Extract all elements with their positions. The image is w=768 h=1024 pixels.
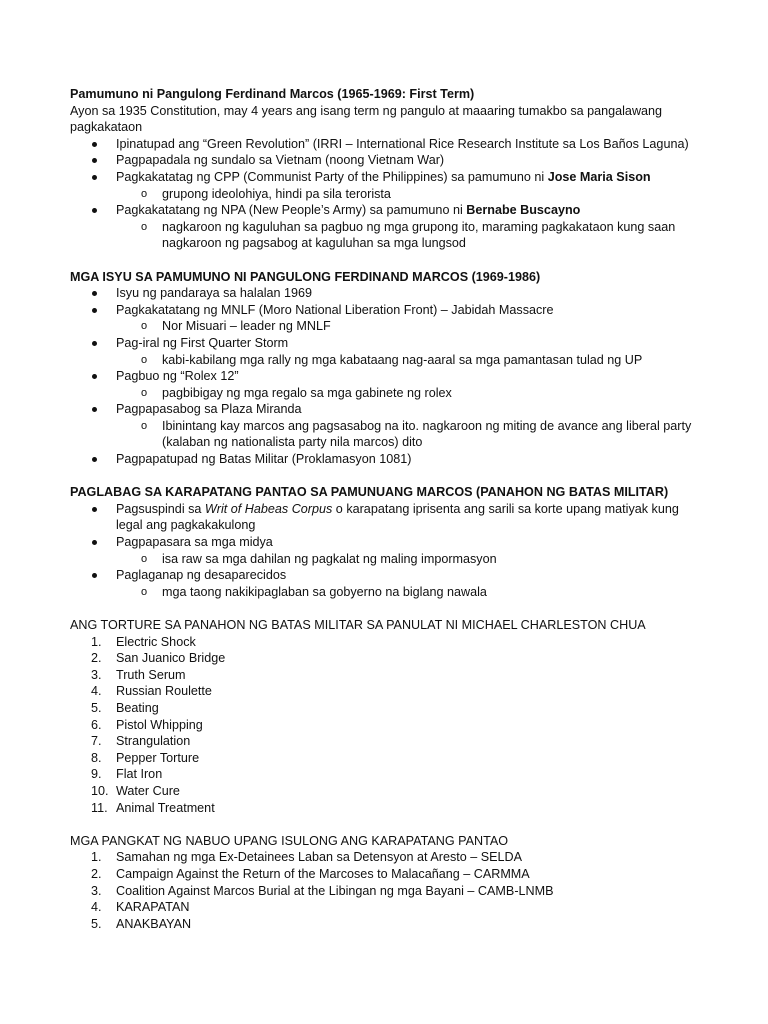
section-title-human-rights: PAGLABAG SA KARAPATANG PANTAO SA PAMUNUANG MARCOS (PANAHON NG BATAS MILITAR): [70, 485, 669, 500]
section-title-issues: MGA ISYU SA PAMUMUNO NI PANGULONG FERDINAND MARCOS (1969-1986): [70, 269, 541, 284]
list-text: Pistol Whipping: [116, 717, 203, 732]
list-text: Electric Shock: [116, 634, 196, 649]
list-text: Flat Iron: [116, 767, 163, 782]
document-body: [70, 86, 710, 932]
bullet-text: Pagkakatatag ng CPP (Communist Party of the Philippines) sa pamumuno ni: [116, 169, 548, 184]
list-number: 8.: [91, 750, 102, 765]
list-number: 7.: [91, 734, 102, 749]
list-number: 4.: [91, 900, 102, 915]
bullet-text: o karapatang iprisenta ang sarili sa korte upang matiyak kung legal ang pagkakakulong: [116, 501, 679, 533]
list-item: [70, 899, 710, 916]
sub-bullet-item: o Nor Misuari – leader ng MNLF: [70, 318, 710, 335]
list-number: 11.: [91, 800, 108, 815]
list-item: [70, 750, 710, 767]
list-text: KARAPATAN: [116, 900, 190, 915]
list-item: [70, 766, 710, 783]
bullet-item: [70, 202, 710, 219]
sub-bullet-item: o Ibinintang kay marcos ang pagsasabog na ito. nagkaroon ng miting de avance ang liberal party (kalaban ng nationalista party nila marcos) dito: [70, 418, 692, 451]
list-item: [70, 650, 710, 667]
list-text: Campaign Against the Return of the Marcoses to Malacañang – CARMMA: [116, 866, 530, 881]
list-number: 5.: [91, 700, 102, 715]
section-title-groups: MGA PANGKAT NG NABUO UPANG ISULONG ANG KARAPATANG PANTAO: [70, 833, 509, 848]
list-item: [70, 733, 710, 750]
list-number: 1.: [91, 634, 102, 649]
list-number: 2.: [91, 866, 102, 881]
sub-bullet-item: o mga taong nakikipaglaban sa gobyerno na biglang nawala: [70, 584, 710, 601]
section-title-first-term: Pamumuno ni Pangulong Ferdinand Marcos (1965-1969: First Term): [70, 87, 475, 101]
groups-list: [70, 849, 710, 932]
list-item: [70, 916, 710, 933]
list-text: Truth Serum: [116, 667, 186, 682]
list-number: 4.: [91, 684, 102, 699]
intro-paragraph: Ayon sa 1935 Constitution, may 4 years ang isang term ng pangulo at maaaring tumakbo sa pangalawang pagkakataon: [70, 103, 663, 135]
list-text: Strangulation: [116, 734, 191, 749]
list-text: Coalition Against Marcos Burial at the Libingan ng mga Bayani – CAMB-LNMB: [116, 883, 554, 898]
bullet-item: [70, 501, 696, 534]
sub-bullet-item: o nagkaroon ng kaguluhan sa pagbuo ng mga grupong ito, maraming pagkakataon kung saan nagkaroon ng pagsabog at kaguluhan sa mga lungsod: [70, 219, 692, 252]
list-number: 3.: [91, 667, 102, 682]
list-item: [70, 866, 710, 883]
bullet-text: Pagsuspindi sa: [116, 501, 205, 516]
list-text: Pepper Torture: [116, 750, 200, 765]
list-number: 5.: [91, 916, 102, 931]
list-item: [70, 883, 710, 900]
list-item: [70, 667, 710, 684]
list-item: [70, 700, 710, 717]
sub-bullet-item: o pagbibigay ng mga regalo sa mga gabinete ng rolex: [70, 385, 710, 402]
list-item: [70, 783, 710, 800]
bullet-item: Ipinatupad ang “Green Revolution” (IRRI – International Rice Research Institute sa Los Baños Laguna): [70, 136, 710, 153]
sub-bullet-item: o grupong ideolohiya, hindi pa sila terorista: [70, 186, 710, 203]
bullet-item: Isyu ng pandaraya sa halalan 1969: [70, 285, 710, 302]
bullet-item: [70, 169, 710, 186]
list-number: 10.: [91, 783, 109, 798]
list-number: 2.: [91, 651, 102, 666]
list-number: 3.: [91, 883, 102, 898]
bullet-item: Pag-iral ng First Quarter Storm: [70, 335, 710, 352]
bullet-item: Pagpapatupad ng Batas Militar (Proklamasyon 1081): [70, 451, 710, 468]
list-text: Beating: [116, 700, 159, 715]
spacer: [70, 816, 710, 833]
list-number: 6.: [91, 717, 102, 732]
italic-term: Writ of Habeas Corpus: [204, 501, 333, 516]
list-text: Animal Treatment: [116, 800, 215, 815]
bold-name: Bernabe Buscayno: [466, 203, 581, 218]
list-item: [70, 717, 710, 734]
bold-name: Jose Maria Sison: [547, 169, 651, 184]
spacer: [70, 468, 710, 485]
list-item: [70, 800, 710, 817]
spacer: [70, 600, 710, 617]
list-text: Russian Roulette: [116, 684, 212, 699]
list-text: Water Cure: [116, 783, 180, 798]
list-text: ANAKBAYAN: [116, 916, 192, 931]
bullet-text: Pagkakatatang ng NPA (New People’s Army) sa pamumuno ni: [116, 203, 467, 218]
list-number: 9.: [91, 767, 102, 782]
spacer: [70, 252, 710, 269]
bullet-item: Pagpapasabog sa Plaza Miranda: [70, 401, 710, 418]
bullet-item: Pagpapadala ng sundalo sa Vietnam (noong Vietnam War): [70, 152, 710, 169]
list-item: [70, 849, 710, 866]
bullet-item: Pagpapasara sa mga midya: [70, 534, 710, 551]
bullet-item: Pagbuo ng “Rolex 12”: [70, 368, 710, 385]
list-item: [70, 683, 710, 700]
list-number: 1.: [91, 850, 102, 865]
list-text: San Juanico Bridge: [116, 651, 226, 666]
sub-bullet-item: o isa raw sa mga dahilan ng pagkalat ng maling impormasyon: [70, 551, 710, 568]
section-title-torture: ANG TORTURE SA PANAHON NG BATAS MILITAR SA PANULAT NI MICHAEL CHARLESTON CHUA: [70, 618, 646, 632]
list-text: Samahan ng mga Ex-Detainees Laban sa Detensyon at Aresto – SELDA: [116, 850, 523, 865]
bullet-item: Paglaganap ng desaparecidos: [70, 567, 710, 584]
bullet-item: Pagkakatatang ng MNLF (Moro National Liberation Front) – Jabidah Massacre: [70, 302, 710, 319]
sub-bullet-item: o kabi-kabilang mga rally ng mga kabataang nag-aaral sa mga pamantasan tulad ng UP: [70, 352, 710, 369]
list-item: [70, 634, 710, 651]
torture-list: [70, 634, 710, 817]
